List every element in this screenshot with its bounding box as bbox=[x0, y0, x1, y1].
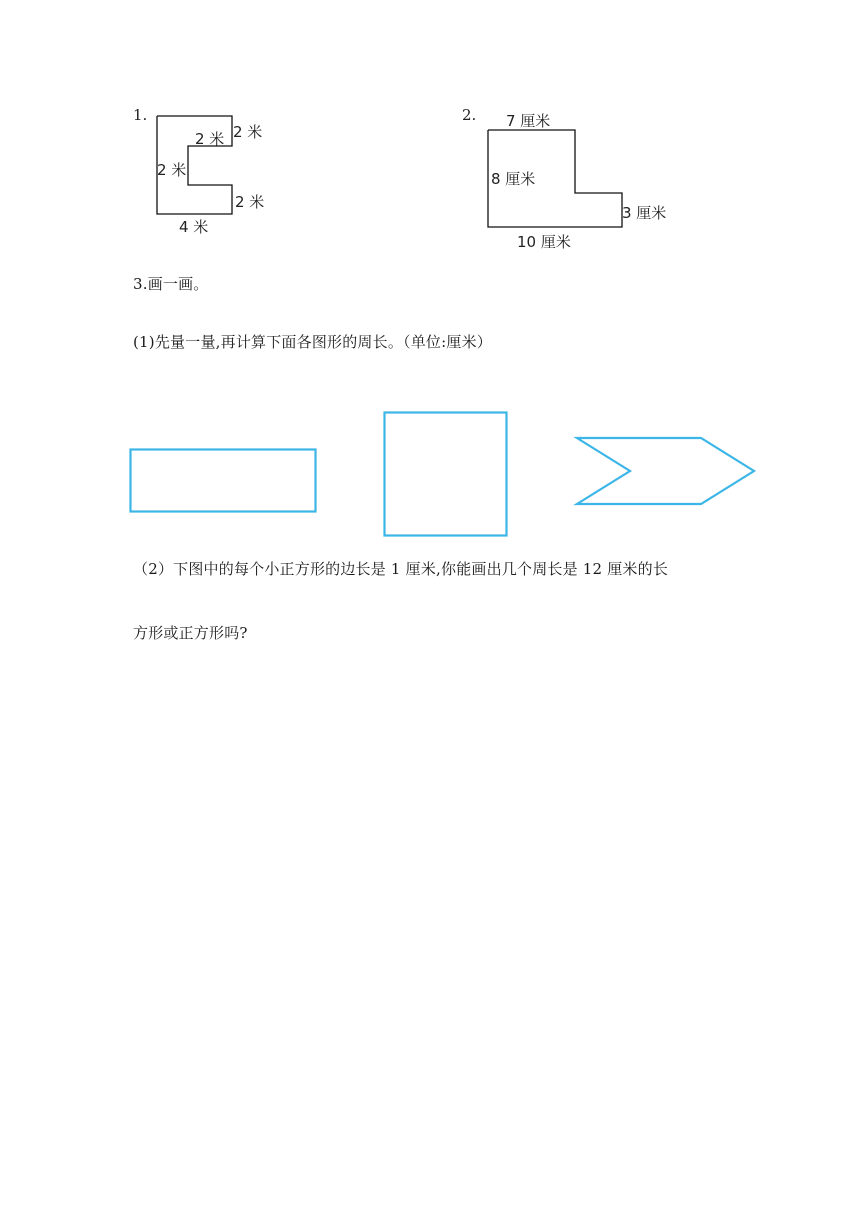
p1-label-top-right: 2 米 bbox=[233, 123, 263, 141]
p1-label-inner-top: 2 米 bbox=[195, 130, 225, 148]
p2-label-top: 7 厘米 bbox=[506, 112, 551, 130]
blue-square bbox=[385, 413, 507, 536]
problem-1-number: 1. bbox=[133, 106, 148, 124]
blue-arrow-shape bbox=[577, 438, 754, 504]
section-3-part-2-line-1: （2）下图中的每个小正方形的边长是 1 厘米,你能画出几个周长是 12 厘米的长 bbox=[133, 560, 669, 578]
blue-rectangle bbox=[131, 450, 316, 512]
measure-shapes bbox=[125, 405, 765, 545]
p2-label-left: 8 厘米 bbox=[491, 170, 536, 188]
p1-label-left-inner: 2 米 bbox=[157, 161, 187, 179]
p1-label-bottom: 4 米 bbox=[179, 218, 209, 236]
section-3-part-1: (1)先量一量,再计算下面各图形的周长。（单位:厘米） bbox=[133, 333, 492, 351]
section-3-part-2-line-2: 方形或正方形吗? bbox=[133, 624, 248, 642]
p1-label-bottom-right: 2 米 bbox=[235, 193, 265, 211]
section-3-title: 3.画一画。 bbox=[133, 275, 209, 293]
p2-label-bottom: 10 厘米 bbox=[517, 233, 571, 251]
problem-2-number: 2. bbox=[462, 106, 477, 124]
p2-label-right: 3 厘米 bbox=[622, 204, 667, 222]
